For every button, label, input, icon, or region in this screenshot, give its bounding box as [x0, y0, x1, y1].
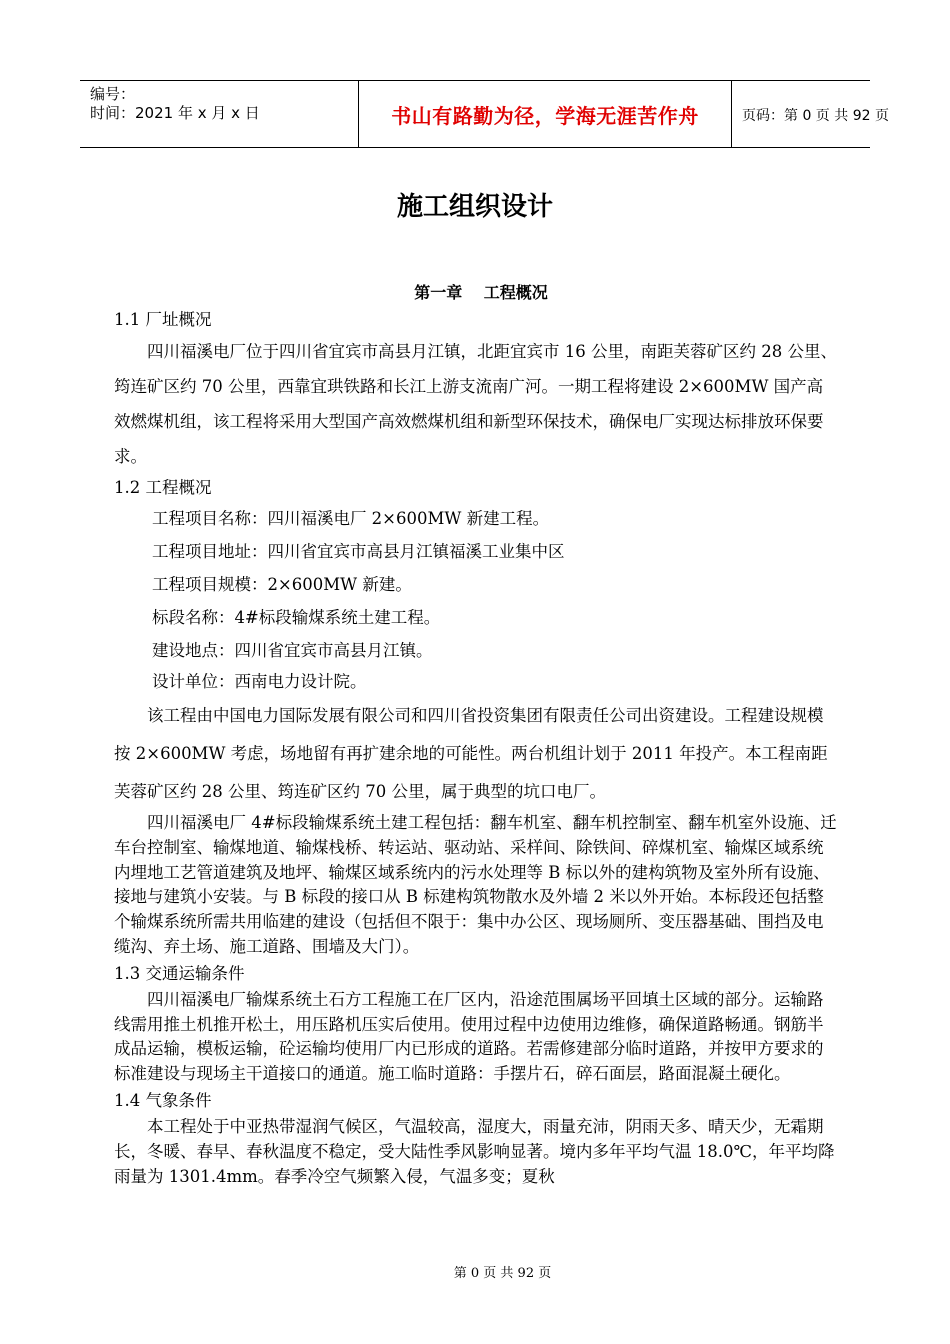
paragraph-climate: 本工程处于中亚热带湿润气候区，气温较高，湿度大，雨量充沛，阴雨天多、晴天少，无霜期长，冬暖、春早、春秋温度不稳定，受大陆性季风影响显著。境内多年平均气温 18.0℃，年平均降雨量为 1301.4mm。春季冷空气频繁入侵，气温多变；夏秋 — [114, 1116, 835, 1186]
paragraph-site-overview: 四川福溪电厂位于四川省宜宾市高县月江镇，北距宜宾市 16 公里，南距芙蓉矿区约 28 公里、筠连矿区约 70 公里，西靠宜珙铁路和长江上游支流南广河。一期工程将建设 2×600MW 国产高效燃煤机组，该工程将采用大型国产高效燃煤机组和新型环保技术，确保电厂实现达标排放环保要求。 — [114, 342, 837, 466]
paragraph-investment: 该工程由中国电力国际发展有限公司和四川省投资集团有限责任公司出资建设。工程建设规模按 2×600MW 考虑，场地留有再扩建余地的可能性。两台机组计划于 2011 年投产。本工程南距芙蓉矿区约 28 公里、筠连矿区约 70 公里，属于典型的坑口电厂。 — [114, 706, 828, 801]
time-label: 时间：2021 年 x 月 x 日 — [90, 104, 260, 122]
document-title: 施工组织设计 — [396, 192, 553, 222]
chapter-heading: 第一章 工程概况 — [414, 283, 548, 302]
serial-label: 编号： — [90, 85, 136, 103]
list-item-project-name: 工程项目名称：四川福溪电厂 2×600MW 新建工程。 — [151, 509, 550, 528]
section-heading-1-3: 1.3 交通运输条件 — [114, 963, 245, 983]
paragraph-transport: 四川福溪电厂输煤系统土石方工程施工在厂区内，沿途范围属场平回填土区域的部分。运输路线需用推土机推开松土，用压路机压实后使用。使用过程中边使用边维修，确保道路畅通。钢筋半成品运输，模板运输，砼运输均使用厂内已形成的道路。若需修建部分临时道路，并按甲方要求的标准建设与现场主干道接口的通道。施工临时道路：手摆片石，碎石面层，路面混凝土硬化。 — [114, 989, 824, 1084]
list-item-project-address: 工程项目地址：四川省宜宾市高县月江镇福溪工业集中区 — [151, 542, 565, 561]
header-meta — [90, 85, 260, 123]
list-item-section-name: 标段名称：4#标段输煤系统土建工程。 — [151, 608, 441, 627]
header-motto-cell — [358, 81, 732, 147]
list-item-project-scale: 工程项目规模：2×600MW 新建。 — [151, 575, 412, 594]
page-header — [80, 80, 889, 148]
section-heading-1-1: 1.1 厂址概况 — [114, 310, 212, 329]
section-heading-1-4: 1.4 气象条件 — [114, 1090, 212, 1110]
list-item-design-unit: 设计单位：西南电力设计院。 — [151, 672, 367, 691]
header-page-info: 页码：第 0 页 共 92 页 — [742, 108, 889, 124]
document-body — [114, 282, 838, 1189]
list-item-build-location: 建设地点：四川省宜宾市高县月江镇。 — [151, 641, 433, 660]
page-footer: 第 0 页 共 92 页 — [453, 1266, 552, 1281]
paragraph-scope: 四川福溪电厂 4#标段输煤系统土建工程包括：翻车机室、翻车机控制室、翻车机室外设施、迁车台控制室、输煤地道、输煤栈桥、转运站、驱动站、采样间、除铁间、碎煤机室、输煤区域系统内埋地工艺管道建筑及地坪、输煤区域系统内的污水处理等 B 标以外的建构筑物及室外所有设施、接地与建筑小安装。与 B 标段的接口从 B 标建构筑物散水及外墙 2 米以外开始。本标段还包括整个输煤系统所需共用临建的建设（包括但不限于：集中办公区、现场厕所、变压器基础、围挡及电缆沟、弃土场、施工道路、围墙及大门）。 — [114, 813, 837, 956]
header-motto: 书山有路勤为径，学海无涯苦作舟 — [391, 103, 699, 128]
section-heading-1-2: 1.2 工程概况 — [114, 478, 212, 497]
